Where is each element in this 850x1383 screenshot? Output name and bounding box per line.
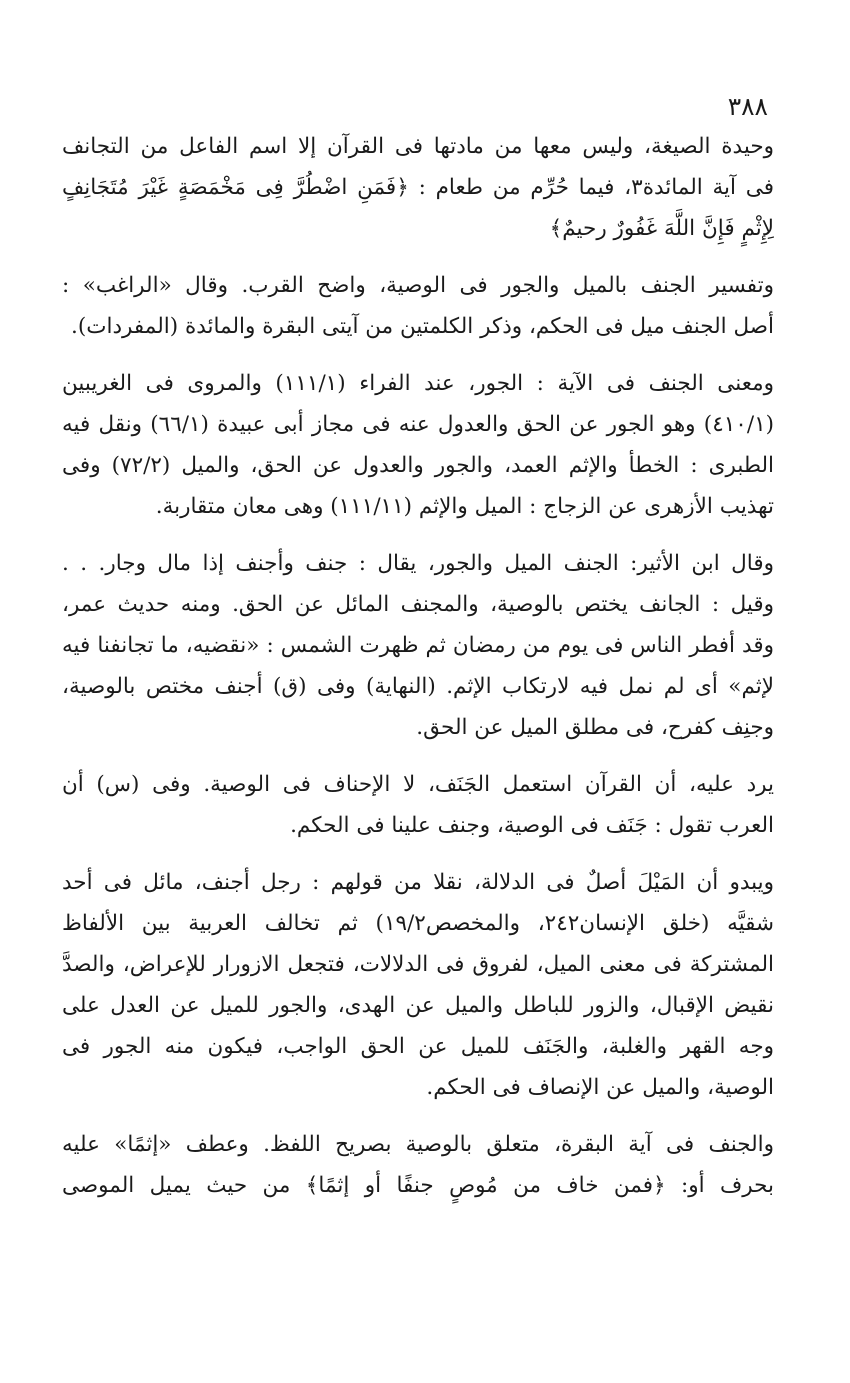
paragraph-4 (62, 543, 774, 748)
paragraph-5 (62, 764, 774, 846)
paragraph-6 (62, 862, 774, 1108)
text-line: وقيل : الجانف يختص بالوصية، والمجنف المائل عن الحق. ومنه حديث عمر، (62, 592, 774, 617)
paragraph-3 (62, 363, 774, 527)
text-line: المشتركة فى معنى الميل، لفروق فى الدلالات، فتجعل الازورار للإعراض، والصدَّ (62, 952, 774, 977)
text-line: الوصية، والميل عن الإنصاف فى الحكم. (426, 1075, 774, 1100)
text-line: تهذيب الأزهرى عن الزجاج : الميل والإثم (١١١/١١) وهى معان متقاربة. (155, 494, 774, 519)
text-line: والجنف فى آية البقرة، متعلق بالوصية بصريح اللفظ. وعطف «إثمًا» عليه (62, 1132, 774, 1157)
text-line: ومعنى الجنف فى الآية : الجور، عند الفراء (١١١/١) والمروى فى الغريبين (62, 371, 774, 396)
text-line: وقد أفطر الناس فى يوم من رمضان ثم ظهرت الشمس : «نقضيه، ما تجانفنا فيه (62, 633, 774, 658)
text-line: لإثم» أى لم نمل فيه لارتكاب الإثم. (النهاية) وفى (ق) أجنف مختص بالوصية، (62, 674, 774, 699)
paragraph-7 (62, 1124, 774, 1206)
text-line: وتفسير الجنف بالميل والجور فى الوصية، واضح القرب. وقال «الراغب» : (62, 273, 774, 298)
text-line: الطبرى : الخطأ والإثم العمد، والجور والعدول عن الحق، والميل (٧٢/٢) وفى (62, 453, 774, 478)
text-line: لِإِثْمٍ فَإِنَّ اللَّهَ غَفُورٌ رحيمٌ﴾ (549, 216, 774, 241)
paragraph-1 (62, 126, 774, 249)
text-line: فى آية المائدة٣، فيما حُرِّم من طعام : ﴿فَمَنِ اضْطُرَّ فِى مَخْمَصَةٍ غَيْرَ مُتَجَانِفٍ (62, 175, 774, 200)
text-line: وجنِف كفرح، فى مطلق الميل عن الحق. (416, 715, 774, 740)
document-page (62, 92, 774, 1222)
text-line: يرد عليه، أن القرآن استعمل الجَنَف، لا الإحناف فى الوصية. وفى (س) أن (62, 772, 774, 797)
text-line: أصل الجنف ميل فى الحكم، وذكر الكلمتين من آيتى البقرة والمائدة (المفردات). (71, 314, 774, 339)
text-line: نقيض الإقبال، والزور للباطل والميل عن الهدى، والجور للميل عن العدل على (62, 993, 774, 1018)
text-line: (٤١٠/١) وهو الجور عن الحق والعدول عنه فى مجاز أبى عبيدة (٦٦/١) ونقل فيه (62, 412, 774, 437)
text-line: شقيَّه (خلق الإنسان٢٤٢، والمخصص١٩/٢) ثم تخالف العربية بين الألفاظ (62, 911, 774, 936)
text-line: وجه القهر والغلبة، والجَنَف للميل عن الحق الواجب، فيكون منه الجور فى (62, 1034, 774, 1059)
text-line: وقال ابن الأثير: الجنف الميل والجور، يقال : جنف وأجنف إذا مال وجار. . . (62, 551, 774, 576)
page-number: ٣٨٨ (727, 92, 768, 121)
text-line: بحرف أو: ﴿فمن خاف من مُوصٍ جنفًا أو إثمًا﴾ من حيث يميل الموصى (62, 1173, 774, 1198)
paragraph-2 (62, 265, 774, 347)
text-line: وحيدة الصيغة، وليس معها من مادتها فى القرآن إلا اسم الفاعل من التجانف (62, 134, 774, 159)
text-line: العرب تقول : جَنَف فى الوصية، وجنف علينا فى الحكم. (290, 813, 774, 838)
text-line: ويبدو أن المَيْلَ أصلٌ فى الدلالة، نقلا من قولهم : رجل أجنف، مائل فى أحد (62, 870, 774, 895)
